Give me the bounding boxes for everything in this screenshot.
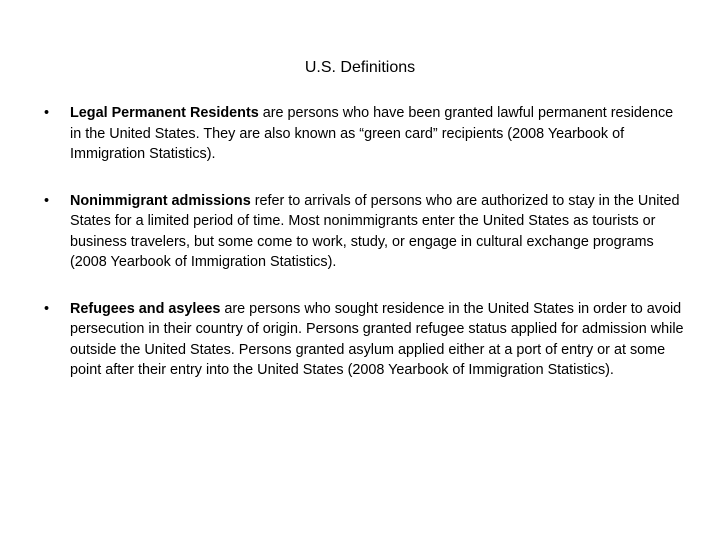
definition-term: Nonimmigrant admissions <box>70 192 251 209</box>
bullet-icon: • <box>44 105 50 121</box>
definition-text: refer to arrivals of persons who are authorized to stay in the United States for a limited period of time. Most nonimmigrants enter the United States as tourists or business travelers, but some come to work, study, or engage in cultural exchange programs (2008 Yearbook of Immigration Statistics). <box>70 192 680 270</box>
slide-title: U.S. Definitions <box>304 59 416 76</box>
definition-nonimmigrant-admissions <box>44 191 684 273</box>
definition-text: are persons who sought residence in the United States in order to avoid persecution in their country of origin. Persons granted refugee status applied for admission while outside the United States. Persons granted asylum applied either at a port of entry or at some point after their entry into the United States (2008 Yearbook of Immigration Statistics). <box>70 300 684 378</box>
definition-list <box>44 103 684 407</box>
definition-text: are persons who have been granted lawful permanent residence in the United States. They are also known as “green card” recipients (2008 Yearbook of Immigration Statistics). <box>70 105 674 162</box>
bullet-icon: • <box>44 192 50 209</box>
definition-legal-permanent-residents <box>44 103 684 165</box>
definition-term: Refugees and asylees <box>70 300 221 317</box>
definition-term: Legal Permanent Residents <box>70 105 259 121</box>
bullet-icon: • <box>44 300 50 317</box>
definition-refugees-and-asylees <box>44 299 684 381</box>
